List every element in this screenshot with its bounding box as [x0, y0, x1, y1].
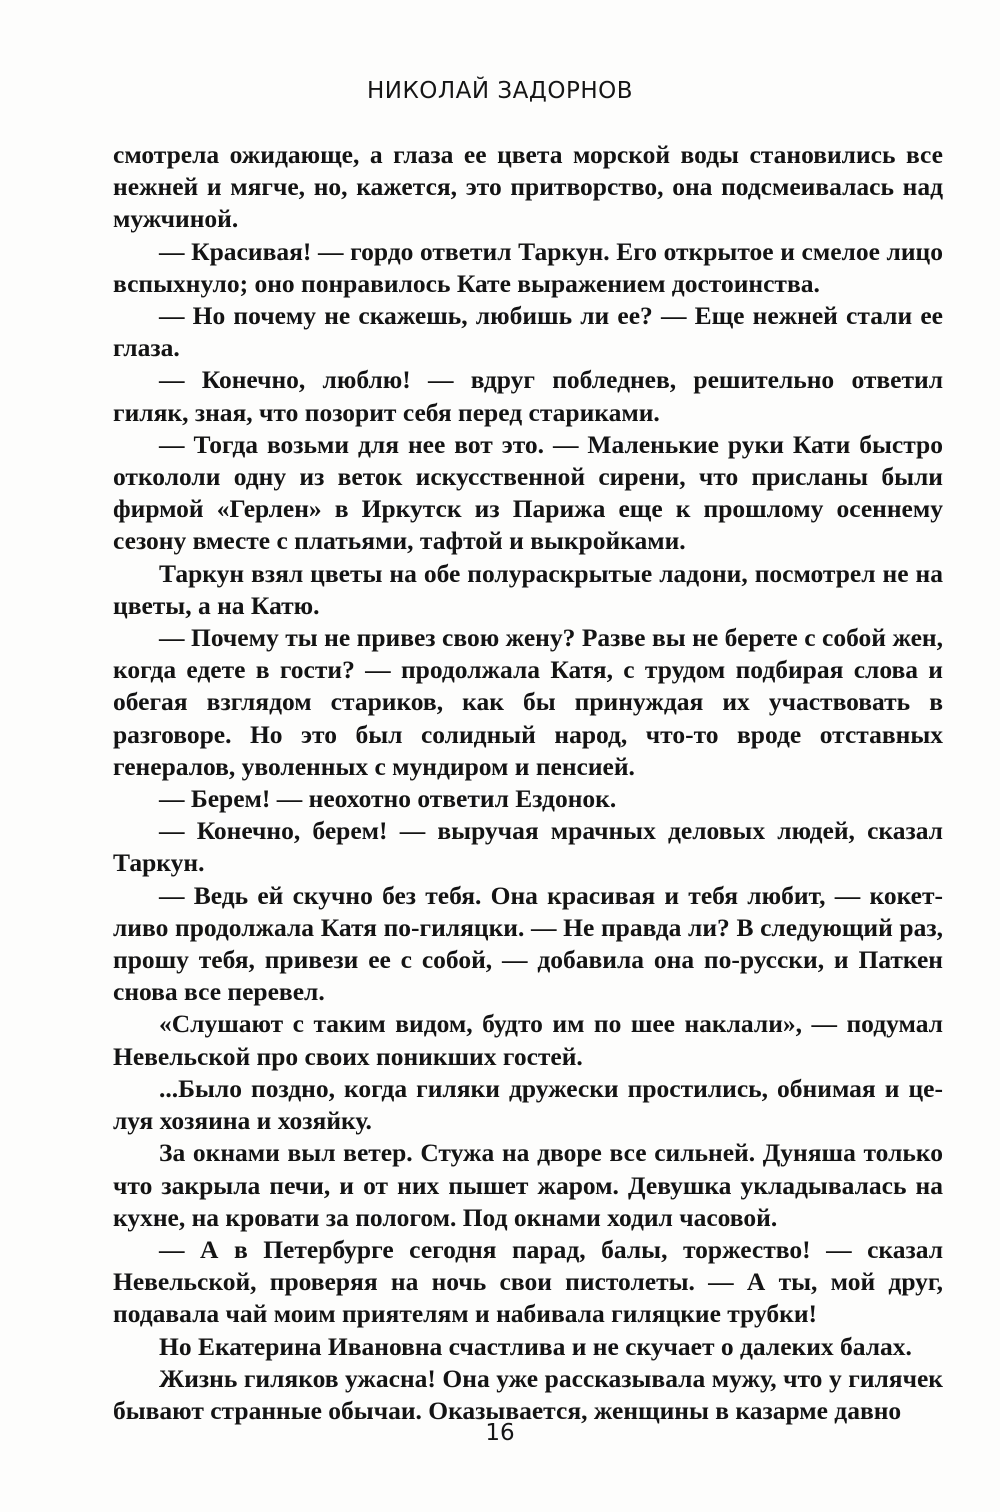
paragraph: Таркун взял цветы на обе полураскрытые ладони, посмотрел не на цветы, а на Катю.: [113, 558, 943, 620]
paragraph: — Конечно, берем! — выручая мрачных деловых людей, сказал Таркун.: [113, 816, 943, 878]
paragraph: «Слушают с таким видом, будто им по шее наклали», — подумал Невельской про своих поникших гостей.: [113, 1009, 943, 1071]
paragraph: — А в Петербурге сегодня парад, балы, торжество! — сказал Невельской, проверяя на ночь свои пистолеты. — А ты, мой друг, подавала чай моим приятелям и набивала гиляцкие трубки!: [113, 1234, 943, 1329]
body-text: [113, 139, 943, 1427]
paragraph: — Почему ты не привез свою жену? Разве вы не берете с собой жен, когда едете в гости? — продолжала Катя, с трудом подбирая слова и обегая взглядом стариков, как бы принуждая их участвовать в разговоре. Но это был солидный народ, что-то вроде отставных генералов, уволенных с мундиром и пенсией.: [113, 623, 943, 781]
paragraph: — Берем! — неохотно ответил Ездонок.: [159, 784, 617, 814]
paragraph: — Тогда возьми для нее вот это. — Маленькие руки Кати быстро откололи одну из веток искусственной сирени, что присланы были фирмой «Герлен» в Иркутск из Парижа еще к прошлому осеннему сезону вместе с платьями, тафтой и выкройками.: [113, 429, 943, 556]
page-number: 16: [485, 1420, 515, 1446]
running-head-author: НИКОЛАЙ ЗАДОРНОВ: [366, 78, 634, 104]
paragraph: Жизнь гиляков ужасна! Она уже рассказывала мужу, что у гилячек бывают странные обычаи. Оказывается, женщины в казарме давно: [113, 1363, 943, 1425]
paragraph: За окнами выл ветер. Стужа на дворе все сильней. Дуняша только что закрыла печи, и от них пышет жаром. Девушка укладывалась на кухне, на кровати за пологом. Под окнами ходил часовой.: [113, 1138, 943, 1232]
paragraph: — Конечно, люблю! — вдруг побледнев, решительно ответил гиляк, зная, что позорит себя перед стариками.: [113, 365, 943, 427]
paragraph: — Ведь ей скучно без тебя. Она красивая и тебя любит, — кокетливо продолжала Катя по-гиляцки. — Не правда ли? В следующий раз, прошу тебя, привези ее с собой, — добавила она по-русски, и Паткен снова все перевел.: [113, 880, 943, 1007]
paragraph: смотрела ожидающе, а глаза ее цвета морской воды становились все нежней и мягче, но, кажется, это притворство, она подсмеивалась над мужчиной.: [113, 140, 943, 234]
paragraph: — Красивая! — гордо ответил Таркун. Его открытое и смелое лицо вспыхнуло; оно понравилось Кате выражением достоинства.: [113, 236, 943, 298]
paragraph: — Но почему не скажешь, любишь ли ее? — Еще нежней стали ее глаза.: [113, 301, 943, 363]
paragraph: Но Екатерина Ивановна счастлива и не скучает о далеких балах.: [159, 1331, 912, 1361]
paragraph: ...Было поздно, когда гиляки дружески простились, обнимая и целуя хозяина и хозяйку.: [113, 1073, 943, 1136]
